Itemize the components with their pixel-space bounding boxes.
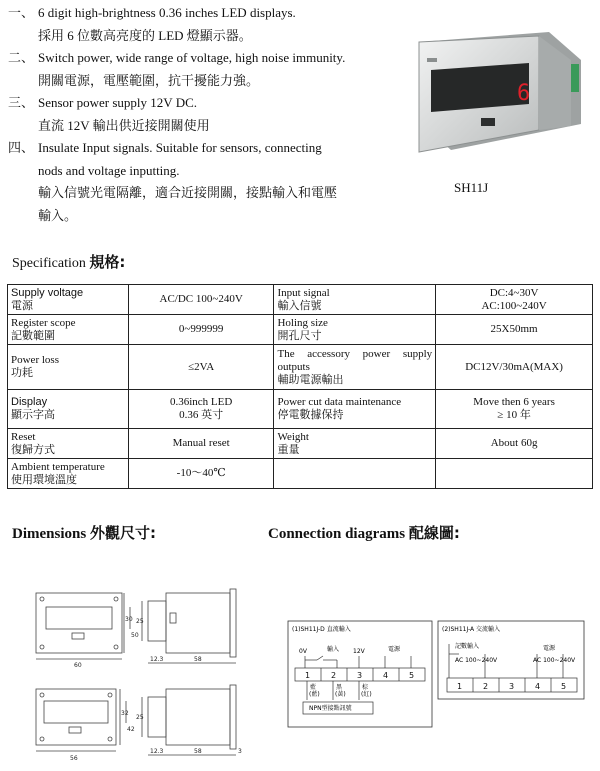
svg-text:4: 4 xyxy=(535,682,541,691)
connection-diagram-ac xyxy=(437,620,585,700)
svg-text:電源: 電源 xyxy=(388,646,401,653)
spec-row-display: Display 顯示字高 0.36inch LED 0.36 英寸 Power cut data maintenance 停電數據保持 Move then 6 years ≥ 10 年 xyxy=(8,390,593,429)
spec-table xyxy=(7,284,593,489)
spec-row-reset: Reset 復歸方式 Manual reset Weight 重量 About 60g xyxy=(8,429,593,459)
svg-text:12.3: 12.3 xyxy=(150,656,164,663)
feature-4-en-cont: nods and voltage inputting. xyxy=(38,162,180,178)
svg-text:56: 56 xyxy=(70,755,78,762)
product-photo xyxy=(411,30,583,158)
feature-1-zh: 採用 6 位數高亮度的 LED 燈顯示器。 xyxy=(38,27,252,43)
feature-2-zh: 開關電源，電壓範圍，抗干擾能力強。 xyxy=(38,72,260,88)
spec-title: Specification 規格: xyxy=(12,253,126,271)
spec-row-supply: Supply voltage 電源 AC/DC 100~240V Input signal 輸入信號 DC:4~30V AC:100~240V xyxy=(8,285,593,315)
svg-text:60: 60 xyxy=(74,662,82,669)
svg-text:25: 25 xyxy=(136,618,144,625)
svg-text:(藍): (藍) xyxy=(309,691,320,698)
svg-text:5: 5 xyxy=(561,682,567,691)
svg-text:(2)SH11J-A 交流輸入: (2)SH11J-A 交流輸入 xyxy=(442,626,501,633)
feature-4-zh: 輸入信號光電隔離，適合近接開關，接點輸入和電壓 xyxy=(38,185,338,200)
svg-text:NPN型接點訊號: NPN型接點訊號 xyxy=(309,705,352,712)
connection-diagram-dc xyxy=(287,620,433,728)
dimensions-drawing xyxy=(24,585,260,769)
svg-text:50: 50 xyxy=(131,632,139,639)
svg-text:棕: 棕 xyxy=(362,684,369,691)
svg-text:1: 1 xyxy=(457,682,463,691)
svg-text:輸入: 輸入 xyxy=(327,646,340,653)
svg-text:記數輸入: 記數輸入 xyxy=(455,643,480,650)
svg-text:58: 58 xyxy=(194,656,202,663)
svg-text:AC 100~240V: AC 100~240V xyxy=(533,657,576,664)
svg-text:4: 4 xyxy=(383,671,389,680)
svg-text:1: 1 xyxy=(305,671,311,680)
svg-text:12.3: 12.3 xyxy=(150,748,164,755)
feature-2: 二、 Switch power, wide range of voltage, high noise immunity. xyxy=(8,50,346,65)
svg-text:25: 25 xyxy=(136,714,144,721)
svg-text:58: 58 xyxy=(194,748,202,755)
connection-title: Connection diagrams 配線圖: xyxy=(268,524,460,542)
svg-text:AC 100~240V: AC 100~240V xyxy=(455,657,498,664)
svg-text:32: 32 xyxy=(121,710,129,717)
spec-row-power-loss: Power loss 功耗 ≤2VA The accessory power supply outputs 輔助電源輸出 DC12V/30mA(MAX) xyxy=(8,345,593,390)
svg-text:3: 3 xyxy=(509,682,515,691)
svg-text:3: 3 xyxy=(238,748,242,755)
svg-text:0V: 0V xyxy=(299,648,307,655)
feature-4: 四、 Insulate Input signals. Suitable for sensors, connecting xyxy=(8,140,322,155)
svg-text:(黃): (黃) xyxy=(335,691,346,698)
svg-text:12V: 12V xyxy=(353,648,365,655)
spec-row-register: Register scope 記數範圍 0~999999 Holing size 開孔尺寸 25X50mm xyxy=(8,315,593,345)
spec-row-ambient: Ambient temperature 使用環境溫度 -10～40℃ xyxy=(8,459,593,489)
svg-text:30: 30 xyxy=(125,616,133,623)
feature-3-zh: 直流 12V 輸出供近接開關使用 xyxy=(38,117,210,133)
svg-text:6: 6 xyxy=(517,81,531,106)
svg-text:42: 42 xyxy=(127,726,135,733)
svg-text:藍: 藍 xyxy=(310,684,317,691)
svg-text:電源: 電源 xyxy=(543,645,556,652)
svg-text:5: 5 xyxy=(409,671,415,680)
svg-text:(紅): (紅) xyxy=(361,691,372,698)
dimensions-title: Dimensions 外觀尺寸: xyxy=(12,524,156,542)
feature-1: 一、 6 digit high-brightness 0.36 inches LED displays. xyxy=(8,5,296,20)
product-caption: SH11J xyxy=(454,180,489,195)
svg-text:3: 3 xyxy=(357,671,363,680)
svg-text:2: 2 xyxy=(483,682,489,691)
feature-3: 三、 Sensor power supply 12V DC. xyxy=(8,95,198,110)
feature-4-zh-cont: 輸入。 xyxy=(38,207,78,223)
svg-text:黑: 黑 xyxy=(336,684,343,691)
svg-text:(1)SH11J-D 直流輸入: (1)SH11J-D 直流輸入 xyxy=(292,626,351,633)
feature-list xyxy=(8,2,388,227)
svg-text:2: 2 xyxy=(331,671,337,680)
